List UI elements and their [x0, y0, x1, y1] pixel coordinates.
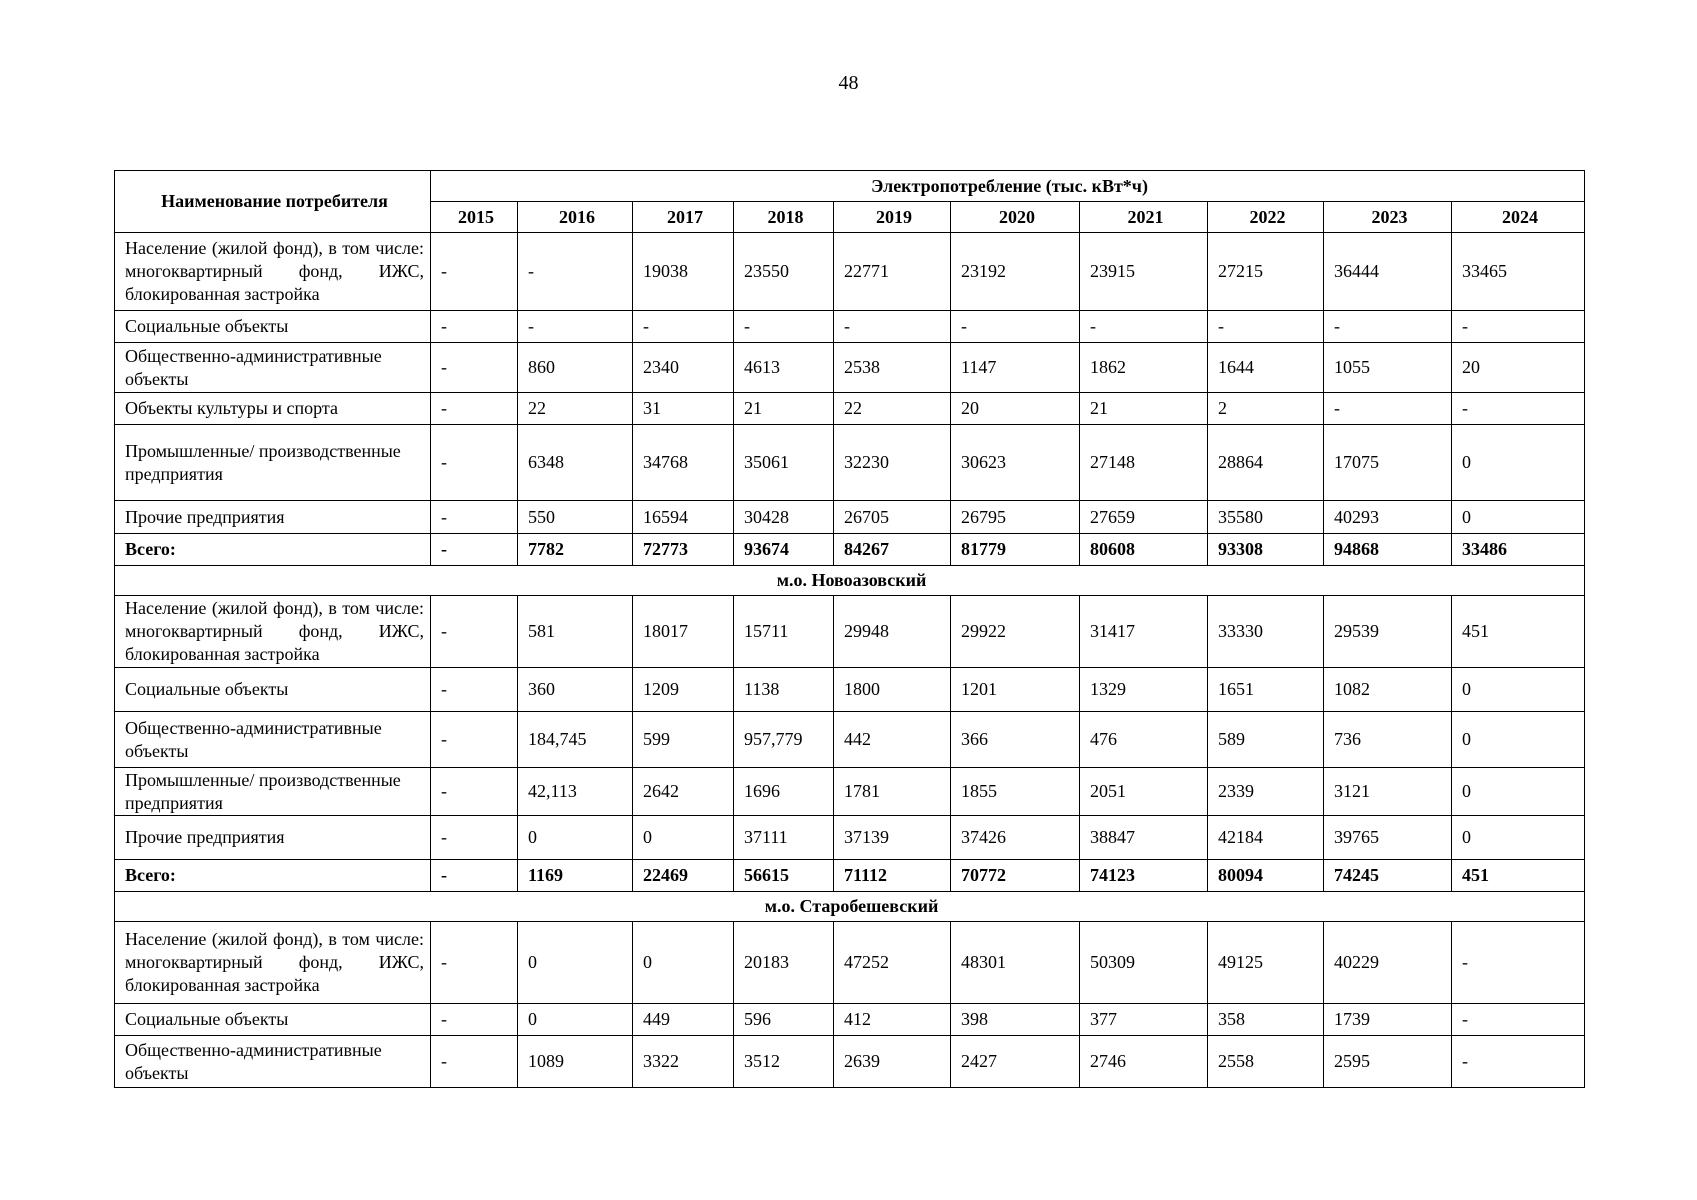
value-cell: 49125 — [1208, 922, 1324, 1004]
value-cell: - — [431, 311, 518, 343]
value-cell: 449 — [633, 1004, 734, 1036]
value-cell: 0 — [518, 816, 633, 860]
value-cell: 70772 — [951, 860, 1080, 892]
section-header-row — [115, 566, 1585, 596]
value-cell: - — [518, 233, 633, 311]
value-cell: 1862 — [1080, 343, 1208, 393]
year-header: 2021 — [1080, 202, 1208, 233]
value-cell: 1147 — [951, 343, 1080, 393]
value-cell: - — [1452, 1036, 1585, 1088]
table-row — [115, 816, 1585, 860]
value-cell: 1138 — [734, 668, 834, 712]
value-cell: 42,113 — [518, 768, 633, 816]
consumer-name-cell: Население (жилой фонд), в том числе: многоквартирный фонд, ИЖС, блокированная застройка — [115, 596, 431, 668]
value-cell: 56615 — [734, 860, 834, 892]
year-header: 2023 — [1324, 202, 1452, 233]
table-row — [115, 425, 1585, 501]
value-cell: 6348 — [518, 425, 633, 501]
value-cell: 42184 — [1208, 816, 1324, 860]
value-cell: - — [431, 343, 518, 393]
value-cell: 20 — [951, 393, 1080, 425]
value-cell: - — [431, 922, 518, 1004]
table-row — [115, 233, 1585, 311]
value-cell: 39765 — [1324, 816, 1452, 860]
consumer-name-cell: Население (жилой фонд), в том числе: многоквартирный фонд, ИЖС, блокированная застройка — [115, 922, 431, 1004]
value-cell: 20183 — [734, 922, 834, 1004]
value-cell: 398 — [951, 1004, 1080, 1036]
value-cell: 0 — [518, 1004, 633, 1036]
value-cell: - — [431, 501, 518, 534]
value-cell: 33486 — [1452, 534, 1585, 566]
table-header-row — [115, 171, 1585, 202]
consumer-name-cell: Промышленные/ производственные предприятия — [115, 768, 431, 816]
value-cell: 40293 — [1324, 501, 1452, 534]
value-cell: 3322 — [633, 1036, 734, 1088]
value-cell: 33330 — [1208, 596, 1324, 668]
value-cell: 7782 — [518, 534, 633, 566]
value-cell: 40229 — [1324, 922, 1452, 1004]
value-cell: 2558 — [1208, 1036, 1324, 1088]
value-cell: - — [431, 1036, 518, 1088]
value-cell: - — [1324, 393, 1452, 425]
value-cell: 0 — [1452, 668, 1585, 712]
consumer-name-cell: Промышленные/ производственные предприятия — [115, 425, 431, 501]
value-cell: 38847 — [1080, 816, 1208, 860]
value-cell: 29539 — [1324, 596, 1452, 668]
value-cell: 0 — [1452, 768, 1585, 816]
table-row — [115, 712, 1585, 768]
value-cell: 451 — [1452, 860, 1585, 892]
value-cell: - — [431, 1004, 518, 1036]
value-cell: - — [1452, 922, 1585, 1004]
value-cell: - — [633, 311, 734, 343]
value-cell: - — [834, 311, 951, 343]
value-cell: 50309 — [1080, 922, 1208, 1004]
value-cell: - — [431, 233, 518, 311]
value-cell: 1089 — [518, 1036, 633, 1088]
consumer-name-cell: Объекты культуры и спорта — [115, 393, 431, 425]
value-cell: 94868 — [1324, 534, 1452, 566]
value-cell: 0 — [518, 922, 633, 1004]
value-cell: 1739 — [1324, 1004, 1452, 1036]
value-cell: 0 — [1452, 501, 1585, 534]
value-cell: 451 — [1452, 596, 1585, 668]
year-header: 2020 — [951, 202, 1080, 233]
value-cell: 599 — [633, 712, 734, 768]
value-cell: 596 — [734, 1004, 834, 1036]
value-cell: 22771 — [834, 233, 951, 311]
value-cell: 4613 — [734, 343, 834, 393]
value-cell: 37111 — [734, 816, 834, 860]
value-cell: 1329 — [1080, 668, 1208, 712]
value-cell: 29922 — [951, 596, 1080, 668]
value-cell: - — [1080, 311, 1208, 343]
value-cell: - — [951, 311, 1080, 343]
value-cell: - — [431, 596, 518, 668]
value-cell: 3121 — [1324, 768, 1452, 816]
value-cell: 26705 — [834, 501, 951, 534]
consumer-name-header: Наименование потребителя — [115, 171, 431, 233]
value-cell: 23550 — [734, 233, 834, 311]
value-cell: 0 — [633, 816, 734, 860]
value-cell: 31 — [633, 393, 734, 425]
value-cell: 2639 — [834, 1036, 951, 1088]
value-cell: 1651 — [1208, 668, 1324, 712]
year-header: 2016 — [518, 202, 633, 233]
value-cell: 1644 — [1208, 343, 1324, 393]
value-cell: 358 — [1208, 1004, 1324, 1036]
value-cell: 37426 — [951, 816, 1080, 860]
table-row — [115, 393, 1585, 425]
year-header: 2018 — [734, 202, 834, 233]
value-cell: 30623 — [951, 425, 1080, 501]
value-cell: - — [1452, 1004, 1585, 1036]
value-cell: - — [431, 816, 518, 860]
value-cell: 37139 — [834, 816, 951, 860]
table-row — [115, 501, 1585, 534]
value-cell: 35061 — [734, 425, 834, 501]
value-cell: 71112 — [834, 860, 951, 892]
value-cell: 366 — [951, 712, 1080, 768]
value-cell: 74123 — [1080, 860, 1208, 892]
table-row — [115, 1004, 1585, 1036]
value-cell: 93674 — [734, 534, 834, 566]
value-cell: 19038 — [633, 233, 734, 311]
value-cell: 2051 — [1080, 768, 1208, 816]
value-cell: 2538 — [834, 343, 951, 393]
value-cell: - — [431, 668, 518, 712]
year-header: 2024 — [1452, 202, 1585, 233]
value-cell: 1055 — [1324, 343, 1452, 393]
value-cell: 1209 — [633, 668, 734, 712]
value-cell: 80608 — [1080, 534, 1208, 566]
value-cell: 27215 — [1208, 233, 1324, 311]
table-row — [115, 311, 1585, 343]
consumer-name-cell: Социальные объекты — [115, 668, 431, 712]
value-cell: 442 — [834, 712, 951, 768]
value-cell: 34768 — [633, 425, 734, 501]
consumer-name-cell: Всего: — [115, 534, 431, 566]
value-cell: 28864 — [1208, 425, 1324, 501]
value-cell: 20 — [1452, 343, 1585, 393]
value-cell: 589 — [1208, 712, 1324, 768]
value-cell: - — [431, 393, 518, 425]
value-cell: 957,779 — [734, 712, 834, 768]
value-cell: 31417 — [1080, 596, 1208, 668]
value-cell: 74245 — [1324, 860, 1452, 892]
value-cell: 36444 — [1324, 233, 1452, 311]
consumer-name-cell: Всего: — [115, 860, 431, 892]
value-cell: 2339 — [1208, 768, 1324, 816]
value-cell: 21 — [1080, 393, 1208, 425]
value-cell: 23915 — [1080, 233, 1208, 311]
value-cell: 22469 — [633, 860, 734, 892]
value-cell: 93308 — [1208, 534, 1324, 566]
value-cell: - — [431, 712, 518, 768]
value-cell: 18017 — [633, 596, 734, 668]
value-cell: 1781 — [834, 768, 951, 816]
section-title: м.о. Новоазовский — [115, 566, 1585, 596]
consumption-group-header: Электропотребление (тыс. кВт*ч) — [431, 171, 1585, 202]
value-cell: 1082 — [1324, 668, 1452, 712]
value-cell: 30428 — [734, 501, 834, 534]
value-cell: 412 — [834, 1004, 951, 1036]
value-cell: 29948 — [834, 596, 951, 668]
value-cell: 26795 — [951, 501, 1080, 534]
consumer-name-cell: Общественно-административные объекты — [115, 1036, 431, 1088]
value-cell: 81779 — [951, 534, 1080, 566]
consumer-name-cell: Население (жилой фонд), в том числе: многоквартирный фонд, ИЖС, блокированная застройка — [115, 233, 431, 311]
value-cell: 2 — [1208, 393, 1324, 425]
consumer-name-cell: Социальные объекты — [115, 1004, 431, 1036]
year-header: 2019 — [834, 202, 951, 233]
value-cell: 581 — [518, 596, 633, 668]
total-row — [115, 534, 1585, 566]
value-cell: 2746 — [1080, 1036, 1208, 1088]
value-cell: 860 — [518, 343, 633, 393]
value-cell: - — [431, 860, 518, 892]
value-cell: 1201 — [951, 668, 1080, 712]
consumer-name-cell: Общественно-административные объекты — [115, 712, 431, 768]
value-cell: 184,745 — [518, 712, 633, 768]
value-cell: 33465 — [1452, 233, 1585, 311]
value-cell: 15711 — [734, 596, 834, 668]
table-row — [115, 343, 1585, 393]
value-cell: 1696 — [734, 768, 834, 816]
value-cell: 35580 — [1208, 501, 1324, 534]
value-cell: 84267 — [834, 534, 951, 566]
value-cell: 27148 — [1080, 425, 1208, 501]
value-cell: 17075 — [1324, 425, 1452, 501]
section-title: м.о. Старобешевский — [115, 892, 1585, 922]
value-cell: 1800 — [834, 668, 951, 712]
energy-consumption-table — [114, 170, 1585, 1088]
year-header: 2015 — [431, 202, 518, 233]
value-cell: 80094 — [1208, 860, 1324, 892]
value-cell: 0 — [1452, 816, 1585, 860]
value-cell: 2595 — [1324, 1036, 1452, 1088]
value-cell: 1855 — [951, 768, 1080, 816]
value-cell: 0 — [1452, 425, 1585, 501]
value-cell: 377 — [1080, 1004, 1208, 1036]
value-cell: 27659 — [1080, 501, 1208, 534]
value-cell: - — [431, 534, 518, 566]
value-cell: - — [431, 768, 518, 816]
value-cell: 48301 — [951, 922, 1080, 1004]
value-cell: - — [518, 311, 633, 343]
value-cell: 476 — [1080, 712, 1208, 768]
value-cell: - — [1324, 311, 1452, 343]
value-cell: 0 — [1452, 712, 1585, 768]
value-cell: 0 — [633, 922, 734, 1004]
table-row — [115, 1036, 1585, 1088]
value-cell: 23192 — [951, 233, 1080, 311]
value-cell: 2642 — [633, 768, 734, 816]
table-row — [115, 922, 1585, 1004]
value-cell: 3512 — [734, 1036, 834, 1088]
year-header: 2022 — [1208, 202, 1324, 233]
value-cell: - — [1452, 393, 1585, 425]
value-cell: 2340 — [633, 343, 734, 393]
value-cell: 2427 — [951, 1036, 1080, 1088]
value-cell: 47252 — [834, 922, 951, 1004]
consumer-name-cell: Прочие предприятия — [115, 501, 431, 534]
table-row — [115, 596, 1585, 668]
table-body — [115, 233, 1585, 1088]
value-cell: 32230 — [834, 425, 951, 501]
page-number: 48 — [838, 72, 859, 94]
table-row — [115, 768, 1585, 816]
year-header: 2017 — [633, 202, 734, 233]
consumer-name-cell: Прочие предприятия — [115, 816, 431, 860]
consumer-name-cell: Общественно-административные объекты — [115, 343, 431, 393]
value-cell: - — [431, 425, 518, 501]
value-cell: - — [1452, 311, 1585, 343]
value-cell: 72773 — [633, 534, 734, 566]
total-row — [115, 860, 1585, 892]
value-cell: - — [734, 311, 834, 343]
value-cell: 22 — [518, 393, 633, 425]
value-cell: 360 — [518, 668, 633, 712]
value-cell: 16594 — [633, 501, 734, 534]
value-cell: - — [1208, 311, 1324, 343]
section-header-row — [115, 892, 1585, 922]
table-row — [115, 668, 1585, 712]
value-cell: 21 — [734, 393, 834, 425]
value-cell: 1169 — [518, 860, 633, 892]
value-cell: 736 — [1324, 712, 1452, 768]
value-cell: 22 — [834, 393, 951, 425]
consumer-name-cell: Социальные объекты — [115, 311, 431, 343]
value-cell: 550 — [518, 501, 633, 534]
